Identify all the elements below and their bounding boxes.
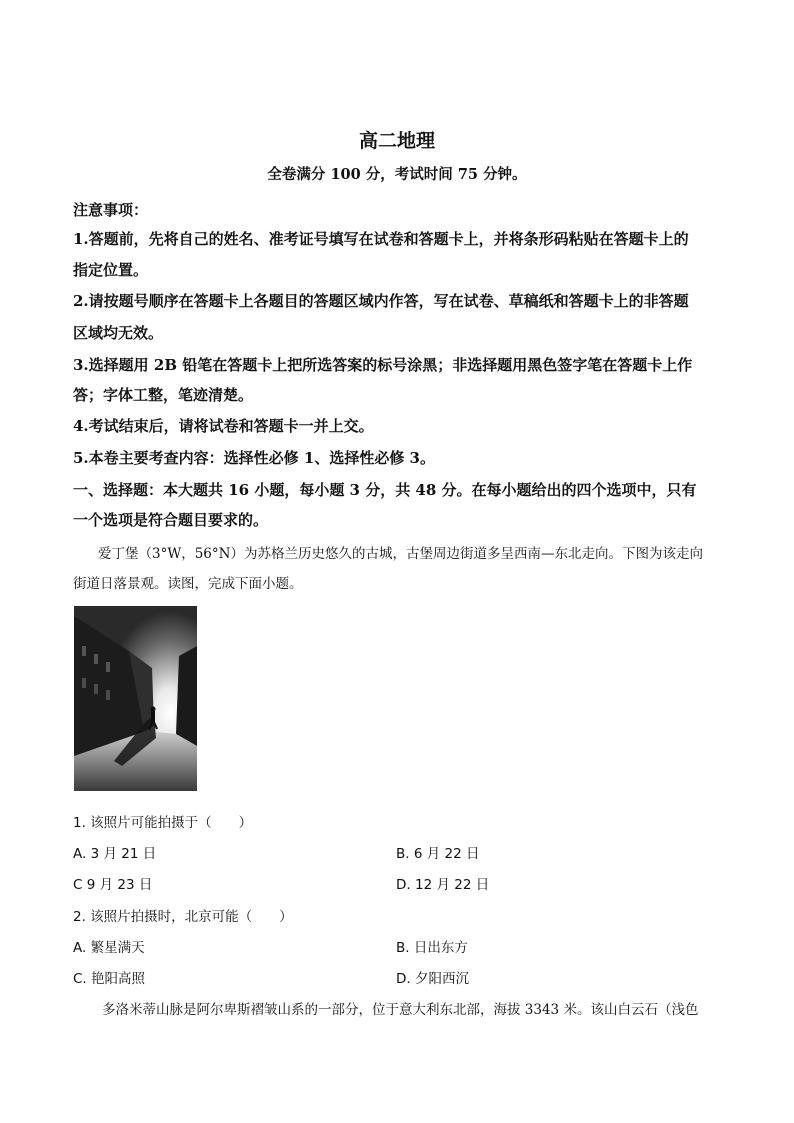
notice-line: 指定位置。 [73, 261, 149, 279]
notice-heading: 注意事项： [73, 201, 149, 219]
notice-line: 4.考试结束后，请将试卷和答题卡一并上交。 [73, 417, 374, 435]
page-title: 高二地理 [358, 130, 435, 152]
exam-info: 全卷满分 100 分，考试时间 75 分钟。 [267, 166, 527, 183]
question-stem: 1. 该照片可能拍摄于（ ） [73, 815, 253, 831]
option-a: A. 3 月 21 日 [73, 846, 157, 862]
option-c: C 9 月 23 日 [73, 877, 153, 893]
notice-line: 区域均无效。 [73, 324, 164, 342]
passage-line: 爱丁堡（3°W，56°N）为苏格兰历史悠久的古城，古堡周边街道多呈西南—东北走向。下图为该走向 [98, 546, 703, 562]
notice-line: 答；字体工整，笔迹清楚。 [73, 386, 254, 404]
notice-line: 2.请按题号顺序在答题卡上各题目的答题区域内作答，写在试卷、草稿纸和答题卡上的非答题 [73, 292, 689, 310]
street-sunset-photo [74, 606, 197, 791]
passage-line: 街道日落景观。读图，完成下面小题。 [73, 576, 303, 592]
option-a: A. 繁星满天 [73, 940, 145, 956]
notice-line: 5.本卷主要考查内容：选择性必修 1、选择性必修 3。 [73, 449, 435, 467]
option-d: D. 夕阳西沉 [396, 971, 469, 987]
notice-line: 1.答题前，先将自己的姓名、准考证号填写在试卷和答题卡上，并将条形码粘贴在答题卡上的 [73, 230, 689, 248]
passage-line: 多洛米蒂山脉是阿尔卑斯褶皱山系的一部分，位于意大利东北部，海拔 3343 米。该山白云石（浅色 [102, 1002, 699, 1018]
question-stem: 2. 该照片拍摄时，北京可能（ ） [73, 909, 293, 925]
section-heading: 一个选项是符合题目要求的。 [73, 511, 269, 529]
option-b: B. 日出东方 [396, 940, 468, 956]
section-heading: 一、选择题：本大题共 16 小题，每小题 3 分，共 48 分。在每小题给出的四个选项中，只有 [73, 481, 697, 499]
option-c: C. 艳阳高照 [73, 971, 146, 987]
option-b: B. 6 月 22 日 [396, 846, 480, 862]
notice-line: 3.选择题用 2B 铅笔在答题卡上把所选答案的标号涂黑；非选择题用黑色签字笔在答题卡上作 [73, 356, 693, 374]
option-d: D. 12 月 22 日 [396, 877, 490, 893]
